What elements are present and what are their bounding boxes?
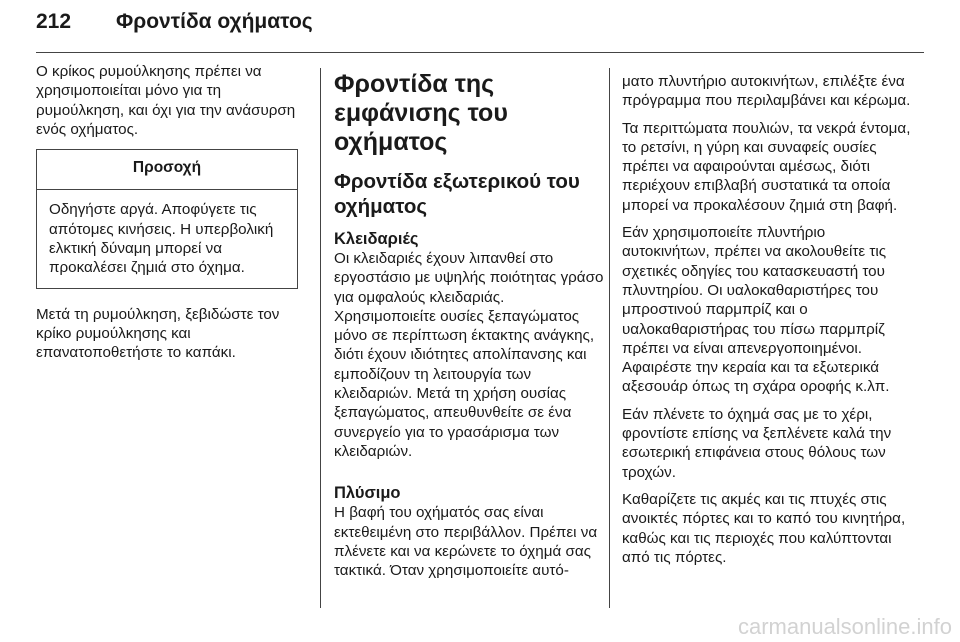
hand-wash-paragraph: Εάν πλένετε το όχημά σας με το χέρι, φροντίστε επίσης να ξεπλένετε καλά την εσωτερική επιφάνεια στους θόλους των τροχών. — [622, 405, 892, 481]
carwash-paragraph: ματο πλυντήριο αυτοκινήτων, επιλέξτε ένα πρόγραμμα που περιλαμβάνει και κέρωμα. — [622, 73, 911, 110]
section-heading: Φροντίδα της εμφάνισης του οχήματος — [334, 70, 508, 156]
caution-title: Προσοχή — [37, 150, 297, 190]
towing-eye-paragraph: Ο κρίκος ρυμούλκησης πρέπει να χρησιμοποιείται μόνο για τη ρυμούλκηση, και όχι για την ανάσυρση ενός οχήματος. — [36, 63, 296, 138]
after-towing-paragraph: Μετά τη ρυμούλκηση, ξεβιδώστε τον κρίκο ρυμούλκησης και επανατοποθετήστε το καπάκι. — [36, 305, 280, 362]
washing-heading: Πλύσιμο — [334, 484, 401, 503]
locks-paragraph: Οι κλειδαριές έχουν λιπανθεί στο εργοστάσιο με υψηλής ποιότητας γράσο για ομφαλούς κλειδαριάς. Χρησιμοποιείτε ουσίες ξεπαγώματος μόνο σε περίπτωση έκτακτης ανάγκης, διότι έχουν ιδιότητες απολίπανσης και εμποδίζουν τη λειτουργία των κλειδαριών. Μετά τη χρήση ουσίας ξεπαγώματος, απευθυνθείτε σε ένα συνεργείο για το γρασάρισμα των κλειδαριών. — [334, 250, 604, 460]
watermark: carmanualsonline.info — [737, 614, 952, 639]
droppings-paragraph: Τα περιττώματα πουλιών, τα νεκρά έντομα, το ρετσίνι, η γύρη και συναφείς ουσίες πρέπει να αφαιρούνται αμέσως, διότι περιέχουν επιβλαβή συστατικά τα οποία μπορεί να προκαλέσουν ζημιά στη βαφή. — [622, 119, 911, 214]
header-rule — [36, 52, 924, 53]
page-title: Φροντίδα οχήματος — [116, 10, 313, 33]
subsection-heading: Φροντίδα εξωτερικού του οχήματος — [334, 170, 580, 218]
caution-box — [36, 149, 298, 288]
page-number: 212 — [36, 10, 72, 33]
caution-text: Οδηγήστε αργά. Αποφύγετε τις απότομες κινήσεις. Η υπερβολική ελκτική δύναμη μπορεί να προκαλέσει ζημιά στο όχημα. — [49, 201, 274, 277]
locks-heading: Κλειδαριές — [334, 230, 419, 248]
column-divider-1 — [320, 68, 321, 608]
page-header — [36, 10, 313, 34]
column-divider-2 — [609, 68, 610, 608]
column-1 — [36, 62, 298, 371]
carwash-instructions-paragraph: Εάν χρησιμοποιείτε πλυντήριο αυτοκινήτων, πρέπει να ακολουθείτε τις σχετικές οδηγίες του κατασκευαστή του πλυντηρίου. Οι υαλοκαθαριστήρες του μπροστινού παρμπρίζ και ο υαλοκαθαριστήρας του πίσω παρμπρίζ πρέπει να είναι απενεργοποιημένοι. Αφαιρέστε την κεραία και τα εξωτερικά αξεσουάρ όπως τη σχάρα οροφής κ.λπ. — [622, 224, 890, 396]
column-3 — [622, 72, 912, 575]
washing-paragraph: Η βαφή του οχήματός σας είναι εκτεθειμένη στο περιβάλλον. Πρέπει να πλένετε και να κερώνετε το όχημά σας τακτικά. Όταν χρησιμοποιείτε αυτό- — [334, 504, 598, 580]
edges-paragraph: Καθαρίζετε τις ακμές και τις πτυχές στις ανοικτές πόρτες και το καπό του κινητήρα, καθώς και τις περιοχές που καλύπτονται από τις πόρτες. — [622, 490, 906, 566]
column-2 — [334, 70, 604, 588]
